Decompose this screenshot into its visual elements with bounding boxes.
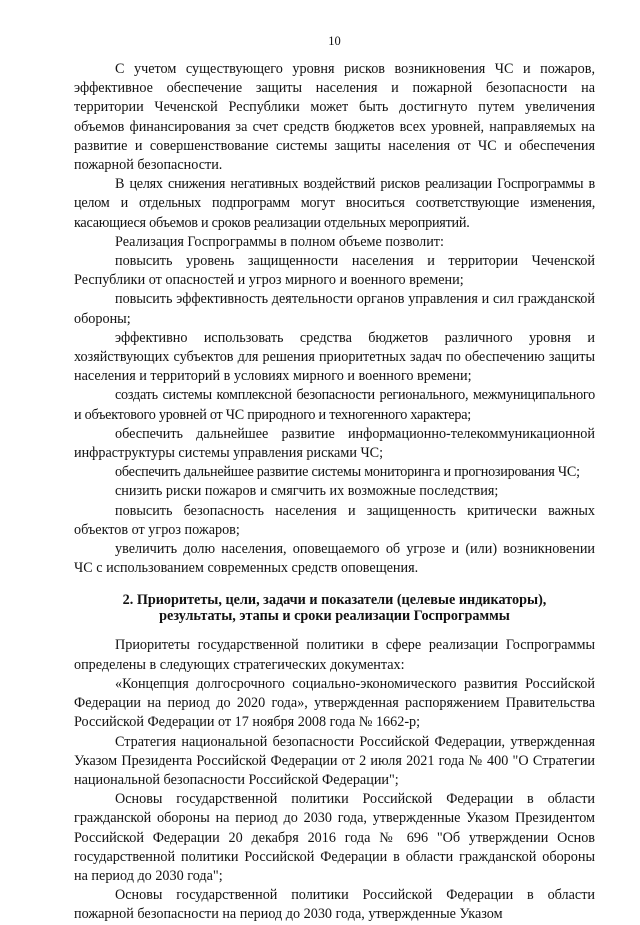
- section-heading-line-2: результаты, этапы и сроки реализации Госпрограммы: [159, 608, 510, 625]
- paragraph-implementation-intro: Реализация Госпрограммы в полном объеме позволит:: [115, 233, 444, 250]
- document-body: [74, 60, 595, 925]
- list-item-budget-use: эффективно использовать средства бюджетов различного уровня и хозяйствующих субъектов для решения приоритетных задач по обеспечению защиты населения и территорий в условиях мирного и военного времени;: [74, 329, 595, 385]
- section-heading: [74, 592, 595, 624]
- paragraph-risk-mitigation: В целях снижения негативных воздействий рисков реализации Госпрограммы в целом и отдельных подпрограмм могут вноситься соответствующие изменения, касающиеся объемов и сроков реализации отдельных мероприятий.: [74, 176, 595, 231]
- paragraph-risk-funding: С учетом существующего уровня рисков возникновения ЧС и пожаров, эффективное обеспечение защиты населения и пожарной безопасности на территории Чеченской Республики может быть достигнуто путем увеличения объемов финансирования за счет средств бюджетов всех уровней, направляемых на развитие и совершенствование системы защиты населения от ЧС и обеспечения пожарной безопасности.: [74, 61, 595, 174]
- list-item-population-safety: повысить безопасность населения и защищенность критически важных объектов от угроз пожаров;: [74, 502, 595, 538]
- paragraph-concept-2020: «Концепция долгосрочного социально-экономического развития Российской Федерации на период до 2020 года», утвержденная распоряжением Правительства Российской Федерации от 17 ноября 2008 года № 1662-р;: [74, 675, 595, 731]
- list-item-fire-risks: снизить риски пожаров и смягчить их возможные последствия;: [115, 483, 499, 500]
- page-number: 10: [328, 34, 341, 48]
- paragraph-national-security-strategy: Стратегия национальной безопасности Российской Федерации, утвержденная Указом Президента Российской Федерации от 2 июля 2021 года № 400 "О Стратегии национальной безопасности Российской Федерации";: [74, 733, 595, 788]
- list-item-complex-security: создать системы комплексной безопасности регионального, межмуниципального и объектового уровней от ЧС природного и техногенного характера;: [74, 387, 595, 423]
- paragraph-fire-safety-policy: Основы государственной политики Российской Федерации в области пожарной безопасности на период до 2030 года, утвержденные Указом: [74, 887, 595, 923]
- list-item-monitoring: обеспечить дальнейшее развитие системы мониторинга и прогнозирования ЧС;: [115, 464, 580, 481]
- list-item-security-level: повысить уровень защищенности населения и территории Чеченской Республики от опасностей и угроз мирного и военного времени;: [74, 253, 595, 289]
- paragraph-priorities-intro: Приоритеты государственной политики в сфере реализации Госпрограммы определены в следующих стратегических документах:: [74, 637, 595, 673]
- section-heading-line-1: 2. Приоритеты, цели, задачи и показатели (целевые индикаторы),: [122, 592, 547, 609]
- list-item-it-infrastructure: обеспечить дальнейшее развитие информационно-телекоммуникационной инфраструктуры системы управления рисками ЧС;: [74, 425, 595, 462]
- paragraph-civil-defense-policy: Основы государственной политики Российской Федерации в области гражданской обороны на период до 2030 года, утвержденные Указом Президентом Российской Федерации 20 декабря 2016 года № 696 "Об утверждении Основ государственной политики Российской Федерации в области гражданской обороны на период до 2030 года";: [74, 791, 595, 884]
- list-item-efficiency: повысить эффективность деятельности органов управления и сил гражданской обороны;: [74, 291, 595, 327]
- list-item-notification: увеличить долю населения, оповещаемого об угрозе и (или) возникновении ЧС с использованием современных средств оповещения.: [74, 541, 595, 577]
